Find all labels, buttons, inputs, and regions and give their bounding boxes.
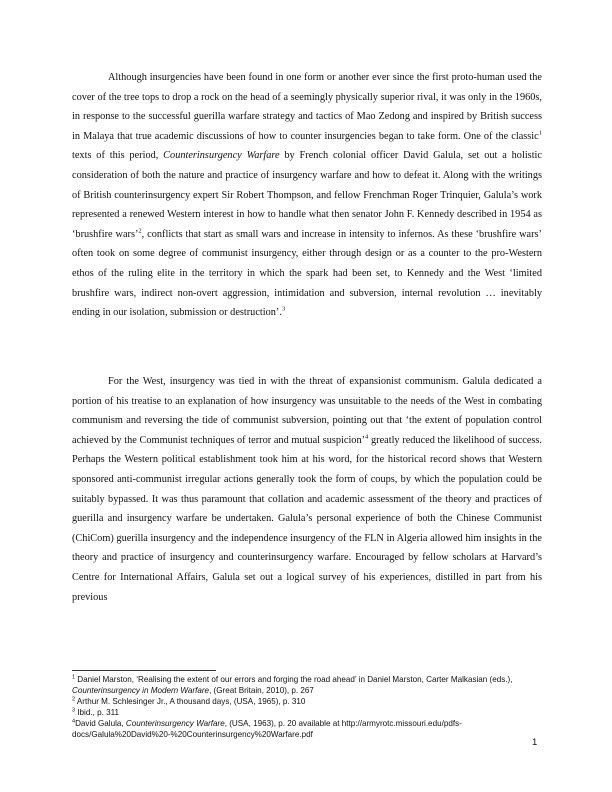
footnote-separator (72, 670, 216, 671)
footnote-text: , (USA, 1963), p. 20 available at http://armyrotc.missouri.edu/pdfs-docs/Galula%20David%20-%20Counterinsurgency%20Warfare.pdf (72, 718, 462, 739)
para2-text-a: For the West, insurgency was tied in with the threat of expansionist communism. Galula dedicated a portion of his treatise to an explanation of how insurgency was unsuitable to the needs of the West in combating communism and reversing the tide of communist subversion, pointing out that ‘the extent of population control achieved by the Communist techniques of terror and mutual suspicion’ (72, 376, 542, 446)
body-paragraph-2 (72, 372, 542, 607)
footnote-text: , (Great Britain, 2010), p. 267 (209, 685, 314, 695)
para1-text-d: , conflicts that start as small wars and increase in intensity to infernos. As these ‘brushfire wars’ often took on some degree of communist insurgency, either through design or as a counter to the pro-Western ethos of the ruling elite in the territory in which the spark had been set, to Kennedy and the West ‘limited brushfire wars, indirect non-overt aggression, intimidation and subversion, internal revolution … inevitably ending in our isolation, submission or destruction’. (72, 228, 542, 319)
body-paragraph-1 (72, 68, 542, 323)
page-number: 1 (532, 737, 538, 748)
para1-text-a: Although insurgencies have been found in one form or another ever since the first proto-human used the cover of the tree tops to drop a rock on the head of a seemingly physically superior rival, it was only in the 1960s, in response to the successful guerilla warfare strategy and tactics of Mao Zedong and inspired by British success in Malaya that true academic discussions of how to counter insurgencies began to take form. One of the classic (72, 72, 542, 142)
footnote-number: 3 (72, 707, 76, 714)
footnote-text: Arthur M. Schlesinger Jr., A thousand days, (USA, 1965), p. 310 (75, 696, 306, 706)
para1-text-c: by French colonial officer David Galula, set out a holistic consideration of both the nature and practice of insurgency warfare and how to defeat it. Along with the writings of British counterinsurgency expert Sir Robert Thompson, and fellow Frenchman Roger Trinquier, Galula’s work represented a renewed Western interest in how to handle what then senator John F. Kennedy described in 1954 as ‘brushfire wars’ (72, 150, 542, 240)
footnote-title: Counterinsurgency in Modern Warfare (72, 685, 210, 695)
footnote-title: Counterinsurgency Warfare (125, 718, 225, 728)
footnote-2 (72, 697, 552, 708)
footnotes (72, 675, 552, 740)
footnote-4 (72, 719, 552, 741)
footnote-1 (72, 675, 552, 697)
book-title-counterinsurgency-warfare: Counterinsurgency Warfare (163, 150, 280, 162)
footnote-text: Daniel Marston, ‘Realising the extent of our errors and forging the road ahead’ in Daniel Marston, Carter Malkasian (eds.), (75, 675, 513, 684)
footnote-ref-4[interactable]: 4 (365, 433, 369, 441)
footnote-number: 2 (72, 696, 76, 703)
footnote-text: David Galula, (75, 718, 126, 728)
para2-text-b: greatly reduced the likelihood of success. Perhaps the Western political establishment took him at his word, for the historical record shows that Western sponsored anti-communist irregular actions generally took the form of coups, by which the population could be suitably bypassed. It was thus paramount that collation and academic assessment of the theory and practices of guerilla and insurgency warfare be undertaken. Galula’s personal experience of both the Chinese Communist (ChiCom) guerilla insurgency and the independence insurgency of the FLN in Algeria allowed him insights in the theory and practice of insurgency and counterinsurgency warfare. Encouraged by fellow scholars at Harvard’s Centre for International Affairs, Galula set out a logical survey of his experiences, distilled in part from his previous (72, 434, 542, 603)
footnote-number: 4 (72, 717, 76, 724)
footnote-3 (72, 708, 552, 719)
footnote-number: 1 (72, 674, 76, 681)
footnote-text: Ibid., p. 311 (75, 707, 120, 717)
footnote-ref-1[interactable]: 1 (538, 129, 542, 137)
para1-text-b: texts of this period, (72, 150, 164, 162)
footnote-ref-3[interactable]: 3 (281, 305, 286, 313)
footnote-ref-2[interactable]: 2 (138, 227, 142, 235)
